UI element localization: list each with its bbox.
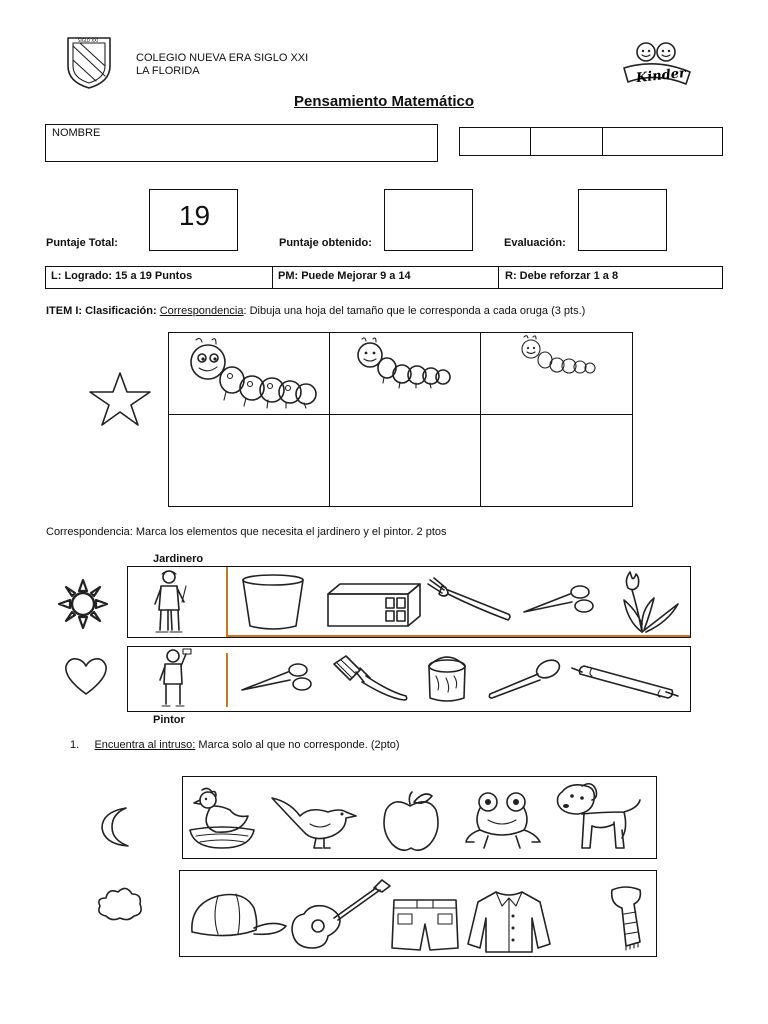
guitar-icon[interactable] xyxy=(288,876,392,952)
page-title: Pensamiento Matemático xyxy=(293,93,475,110)
spoon-icon[interactable] xyxy=(486,658,562,700)
heart-icon xyxy=(62,656,110,696)
paintbrush-icon[interactable] xyxy=(330,654,410,704)
dog-icon[interactable] xyxy=(552,782,644,856)
cap-icon[interactable] xyxy=(188,890,288,946)
apple-icon[interactable] xyxy=(380,790,442,854)
sun-icon xyxy=(57,578,109,630)
coat-icon[interactable] xyxy=(466,888,552,954)
item1-instruction: ITEM I: Clasificación: Correspondencia: Dibuja una hoja del tamaño que le corresponda a cada oruga (3 pts.) xyxy=(46,305,586,317)
leaf-drawing-cell-medium[interactable] xyxy=(332,417,478,505)
leaf-drawing-cell-large[interactable] xyxy=(171,417,327,505)
evaluation-label: Evaluación: xyxy=(504,237,566,249)
obtained-score-label: Puntaje obtenido: xyxy=(279,237,372,249)
scarf-icon[interactable] xyxy=(606,884,648,950)
obtained-score-box[interactable] xyxy=(384,189,473,251)
shorts-icon[interactable] xyxy=(390,898,460,954)
total-score-value: 19 xyxy=(178,200,211,231)
painter-person-icon xyxy=(156,648,196,710)
item2-instruction: Correspondencia: Marca los elementos que necesita el jardinero y el pintor. 2 ptos xyxy=(46,526,447,538)
caterpillar-large-icon xyxy=(186,336,318,410)
scissors-icon[interactable] xyxy=(240,662,316,694)
caterpillar-small-icon xyxy=(518,334,600,378)
kinder-logo-icon xyxy=(616,38,696,88)
rolling-pin-icon[interactable] xyxy=(570,664,680,700)
tulip-icon[interactable] xyxy=(620,570,682,634)
kinder-logo-text: Kinder xyxy=(635,65,687,87)
school-crest-icon xyxy=(66,36,112,90)
date-field-3[interactable] xyxy=(602,127,723,156)
caterpillar-medium-icon xyxy=(354,336,452,390)
scissors-icon[interactable] xyxy=(522,584,598,616)
paint-can-icon[interactable] xyxy=(424,654,470,704)
item3-instruction: 1. Encuentra al intruso: Marca solo al que no corresponde. (2pto) xyxy=(70,739,400,751)
grading-scale-reforzar: R: Debe reforzar 1 a 8 xyxy=(505,270,619,282)
moon-icon xyxy=(96,806,136,848)
grading-scale-puede-mejorar: PM: Puede Mejorar 9 a 14 xyxy=(278,270,411,282)
gardener-person-icon xyxy=(152,568,192,636)
name-field[interactable] xyxy=(45,124,438,162)
date-field-1[interactable] xyxy=(459,127,531,156)
cloud-icon xyxy=(96,886,144,922)
fork-icon[interactable] xyxy=(426,576,512,624)
hen-icon[interactable] xyxy=(186,786,258,852)
evaluation-box[interactable] xyxy=(578,189,667,251)
name-label: NOMBRE xyxy=(52,127,101,139)
bucket-icon[interactable] xyxy=(240,572,306,632)
total-score-box xyxy=(149,189,238,251)
svg-text:SIGLO XXI: SIGLO XXI xyxy=(78,38,98,43)
total-score-label: Puntaje Total: xyxy=(46,237,118,249)
school-location: LA FLORIDA xyxy=(136,65,200,77)
leaf-drawing-cell-small[interactable] xyxy=(483,417,631,505)
frog-icon[interactable] xyxy=(464,790,542,852)
grading-scale-logrado: L: Logrado: 15 a 19 Puntos xyxy=(51,270,193,282)
bird-icon[interactable] xyxy=(270,794,358,852)
school-name: COLEGIO NUEVA ERA SIGLO XXI xyxy=(136,52,309,64)
bricks-icon[interactable] xyxy=(326,582,422,628)
gardener-label: Jardinero xyxy=(153,553,204,565)
painter-label: Pintor xyxy=(153,714,185,726)
star-icon xyxy=(87,371,153,427)
date-field-2[interactable] xyxy=(530,127,603,156)
grading-scale xyxy=(45,266,723,289)
